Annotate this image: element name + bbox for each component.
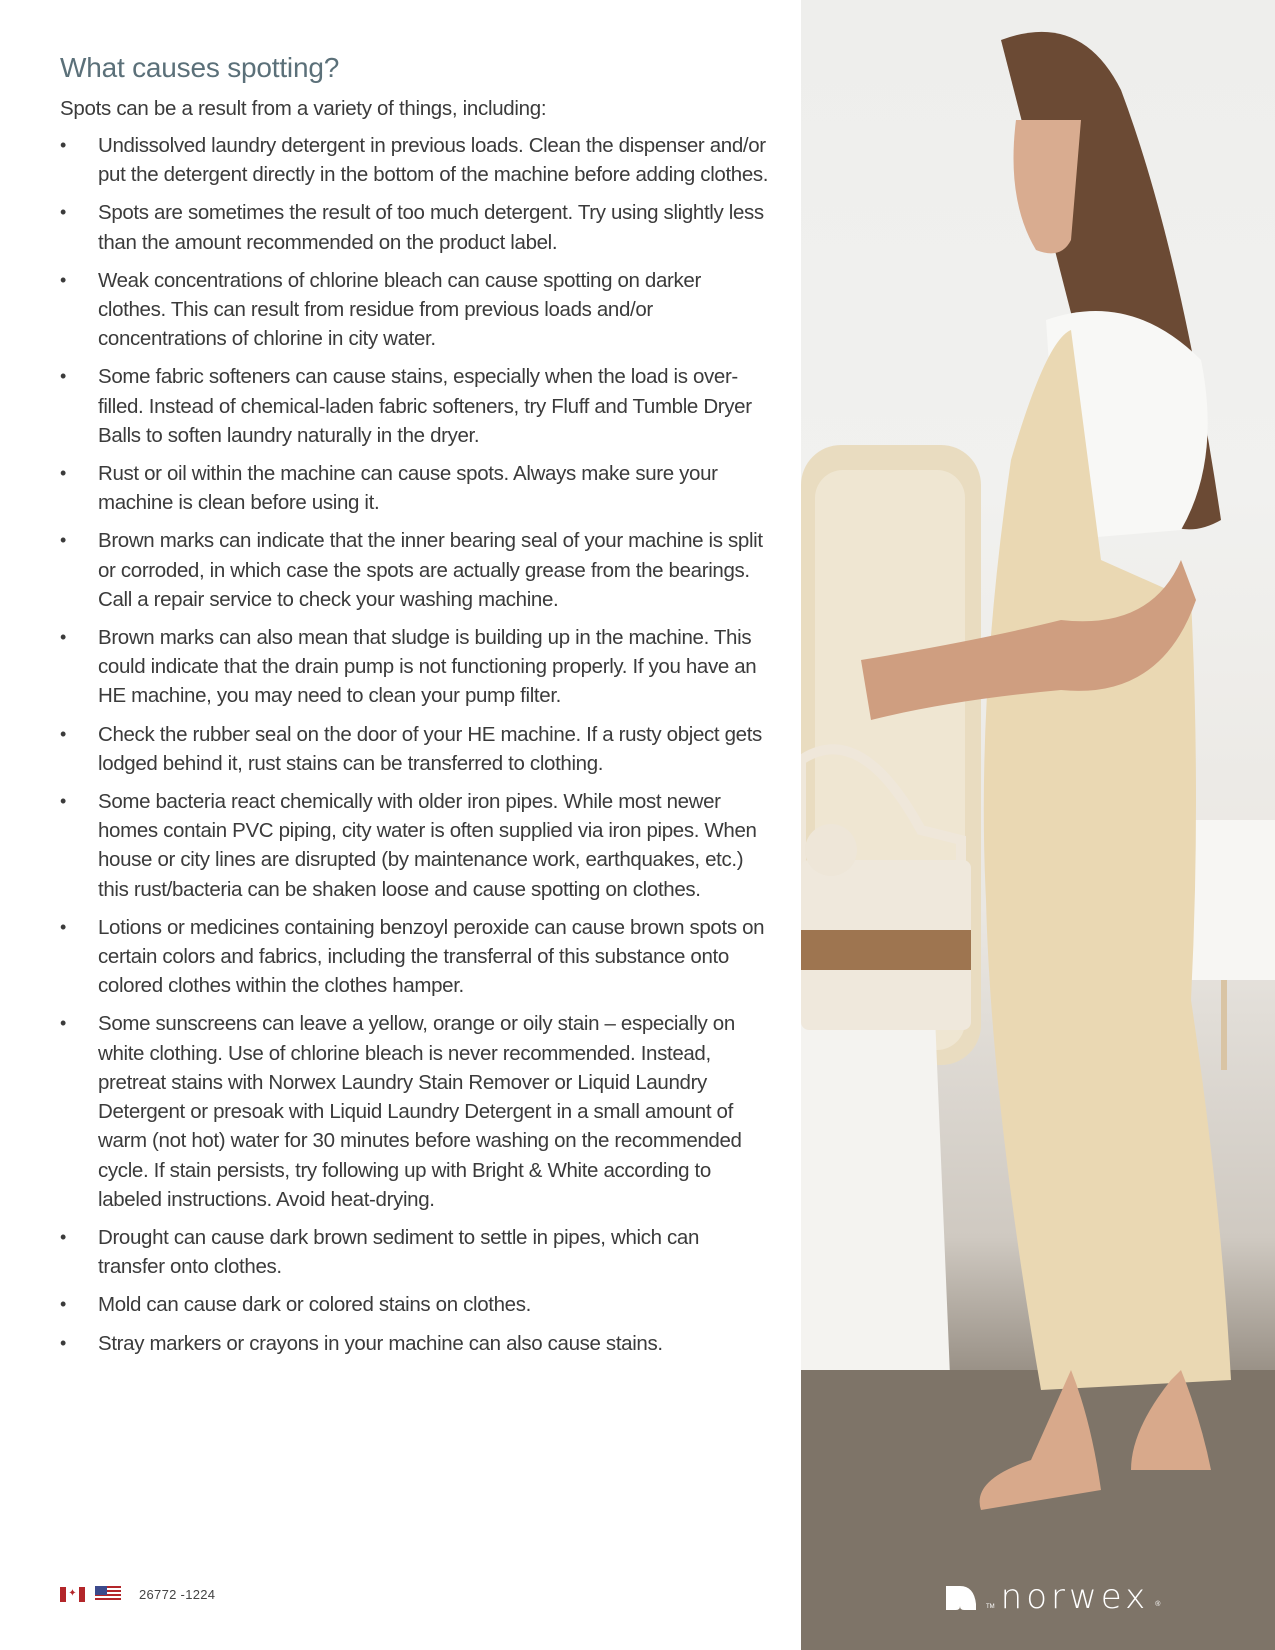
usa-flag-icon	[95, 1586, 121, 1602]
list-item	[60, 526, 770, 614]
bullet-icon: •	[60, 791, 66, 812]
page-title: What causes spotting?	[60, 52, 340, 83]
list-item	[60, 362, 770, 450]
bullet-icon: •	[60, 463, 66, 484]
list-item	[60, 131, 770, 189]
intro-text: Spots can be a result from a variety of things, including:	[60, 97, 547, 120]
canada-flag-icon: ✦	[60, 1587, 85, 1602]
list-item-text: Undissolved laundry detergent in previous loads. Clean the dispenser and/or put the detergent directly in the bottom of the machine before adding clothes.	[98, 134, 769, 187]
list-item-text: Lotions or medicines containing benzoyl peroxide can cause brown spots on certain colors and fabrics, including the transferral of this substance onto colored clothes within the clothes hamper.	[98, 915, 765, 998]
document-code: 26772 -1224	[139, 1586, 216, 1602]
list-item-text: Some bacteria react chemically with older iron pipes. While most newer homes contain PVC piping, city water is often supplied via iron pipes. When house or city lines are disrupted (by maintenance work, earthquakes, etc.) this rust/bacteria can be shaken loose and cause spotting on clothes.	[98, 790, 757, 901]
list-item	[60, 1329, 770, 1358]
list-item-text: Brown marks can also mean that sludge is building up in the machine. This could indicate that the drain pump is not functioning properly. If you have an HE machine, you may need to clean your pump filter.	[98, 626, 757, 708]
norwex-leaf-icon	[944, 1584, 980, 1612]
bullet-icon: •	[60, 135, 66, 155]
bullet-icon: •	[60, 530, 66, 551]
bullet-icon: •	[60, 269, 66, 290]
list-item	[60, 459, 770, 517]
list-item-text: Some sunscreens can leave a yellow, orange or oily stain – especially on white clothing. Use of chlorine bleach is never recommended. Instead, pretreat stains with Norwex Laundry Stain Remover or Liquid Laundry Detergent or presoak with Liquid Laundry Detergent in a small amount of warm (not hot) water for 30 minutes before washing on the recommended cycle. If stain persists, try following up with Bright & White according to labeled instructions. Avoid heat-drying.	[98, 1012, 742, 1211]
list-item	[60, 198, 770, 256]
brand-wordmark: norwex	[1000, 1577, 1150, 1617]
list-item	[60, 266, 770, 354]
list-item-text: Some fabric softeners can cause stains, especially when the load is over-filled. Instead of chemical-laden fabric softeners, try Fluff and Tumble Dryer Balls to soften laundry naturally in the dryer.	[98, 365, 752, 447]
bullet-icon: •	[60, 627, 66, 648]
list-item-text: Mold can cause dark or colored stains on clothes.	[98, 1293, 531, 1317]
list-item	[60, 787, 770, 904]
list-item	[60, 1290, 770, 1319]
bullet-icon: •	[60, 723, 66, 744]
bullet-icon: •	[60, 916, 66, 937]
bullet-icon: •	[60, 1294, 66, 1315]
dryer-ball	[805, 824, 857, 876]
list-item-text: Rust or oil within the machine can cause spots. Always make sure your machine is clean before using it.	[98, 462, 718, 515]
list-item-text: Spots are sometimes the result of too much detergent. Try using slightly less than the amount recommended on the product label.	[98, 201, 764, 254]
face	[1014, 120, 1082, 253]
bullet-icon: •	[60, 1226, 66, 1247]
bullet-icon: •	[60, 1332, 66, 1353]
list-item-text: Drought can cause dark brown sediment to settle in pipes, which can transfer onto clothes.	[98, 1225, 699, 1279]
bullet-icon: •	[60, 1013, 66, 1034]
lifestyle-photo	[801, 0, 1275, 1650]
list-item	[60, 720, 770, 778]
list-item-text: Stray markers or crayons in your machine can also cause stains.	[98, 1331, 663, 1355]
list-item-text: Brown marks can indicate that the inner bearing seal of your machine is split or corroded, in which case the spots are actually grease from the bearings. Call a repair service to check your washing machine.	[98, 529, 763, 611]
list-item	[60, 1009, 770, 1213]
norwex-logo: TM norwex ®	[944, 1582, 1160, 1612]
bullet-icon: •	[60, 202, 66, 223]
bullet-icon: •	[60, 366, 66, 387]
list-item	[60, 623, 770, 711]
text-column	[60, 52, 770, 1367]
list-item	[60, 913, 770, 1001]
list-item	[60, 1223, 770, 1281]
cause-list	[60, 131, 770, 1358]
photo-illustration	[801, 0, 1275, 1650]
footer	[60, 1586, 215, 1602]
list-item-text: Check the rubber seal on the door of your HE machine. If a rusty object gets lodged behind it, rust stains can be transferred to clothing.	[98, 722, 762, 775]
list-item-text: Weak concentrations of chlorine bleach can cause spotting on darker clothes. This can result from residue from previous loads and/or concentrations of chlorine in city water.	[98, 268, 701, 351]
basket-jute-band	[801, 930, 971, 970]
